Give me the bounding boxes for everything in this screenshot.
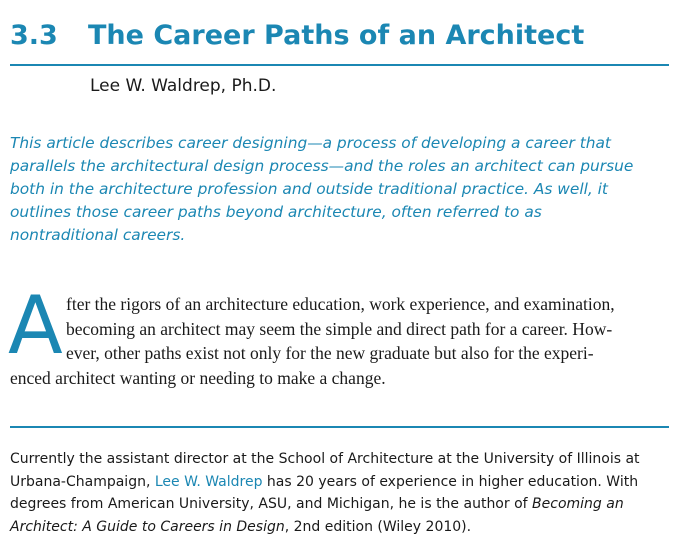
bio-line <box>10 516 672 539</box>
abstract-line: nontraditional careers. <box>10 226 186 244</box>
bio-text: Urbana-Champaign, <box>10 473 155 490</box>
bio-rule <box>10 426 669 428</box>
body-line: becoming an architect may seem the simple and direct path for a career. How- <box>66 318 613 339</box>
section-heading <box>10 16 670 56</box>
article-title: The Career Paths of an Architect <box>88 20 585 51</box>
bio-line <box>10 493 672 516</box>
author-byline: Lee W. Waldrep, Ph.D. <box>90 76 277 96</box>
abstract-line: both in the architecture profession and outside traditional practice. As well, it <box>10 180 608 198</box>
abstract-line: This article describes career designing—a process of developing a career that <box>10 134 611 152</box>
book-title: Becoming an <box>532 496 624 512</box>
bio-text: degrees from American University, ASU, and Michigan, he is the author of <box>10 496 533 512</box>
author-name-link: Lee W. Waldrep <box>154 473 263 490</box>
abstract-line: outlines those career paths beyond architecture, often referred to as <box>10 203 542 221</box>
body-line: ever, other paths exist not only for the new graduate but also for the experi- <box>66 343 594 363</box>
bio-text: , 2nd edition (Wiley 2010). <box>284 518 472 535</box>
book-title: Architect: A Guide to Careers in Design <box>10 518 285 535</box>
bio-line: Currently the assistant director at the School of Architecture at the University of Illinois at <box>10 451 640 467</box>
body-line: fter the rigors of an architecture education, work experience, and examination, <box>66 294 615 314</box>
author-bio <box>10 448 672 538</box>
body-line: enced architect wanting or needing to make a change. <box>10 367 386 388</box>
drop-cap: A <box>8 279 63 372</box>
bio-line <box>10 471 672 494</box>
section-number: 3.3 <box>10 20 58 51</box>
abstract <box>10 132 672 247</box>
abstract-line: parallels the architectural design process—and the roles an architect can pursue <box>10 157 634 175</box>
bio-text: has 20 years of experience in higher education. With <box>262 473 639 490</box>
title-rule <box>10 64 669 66</box>
